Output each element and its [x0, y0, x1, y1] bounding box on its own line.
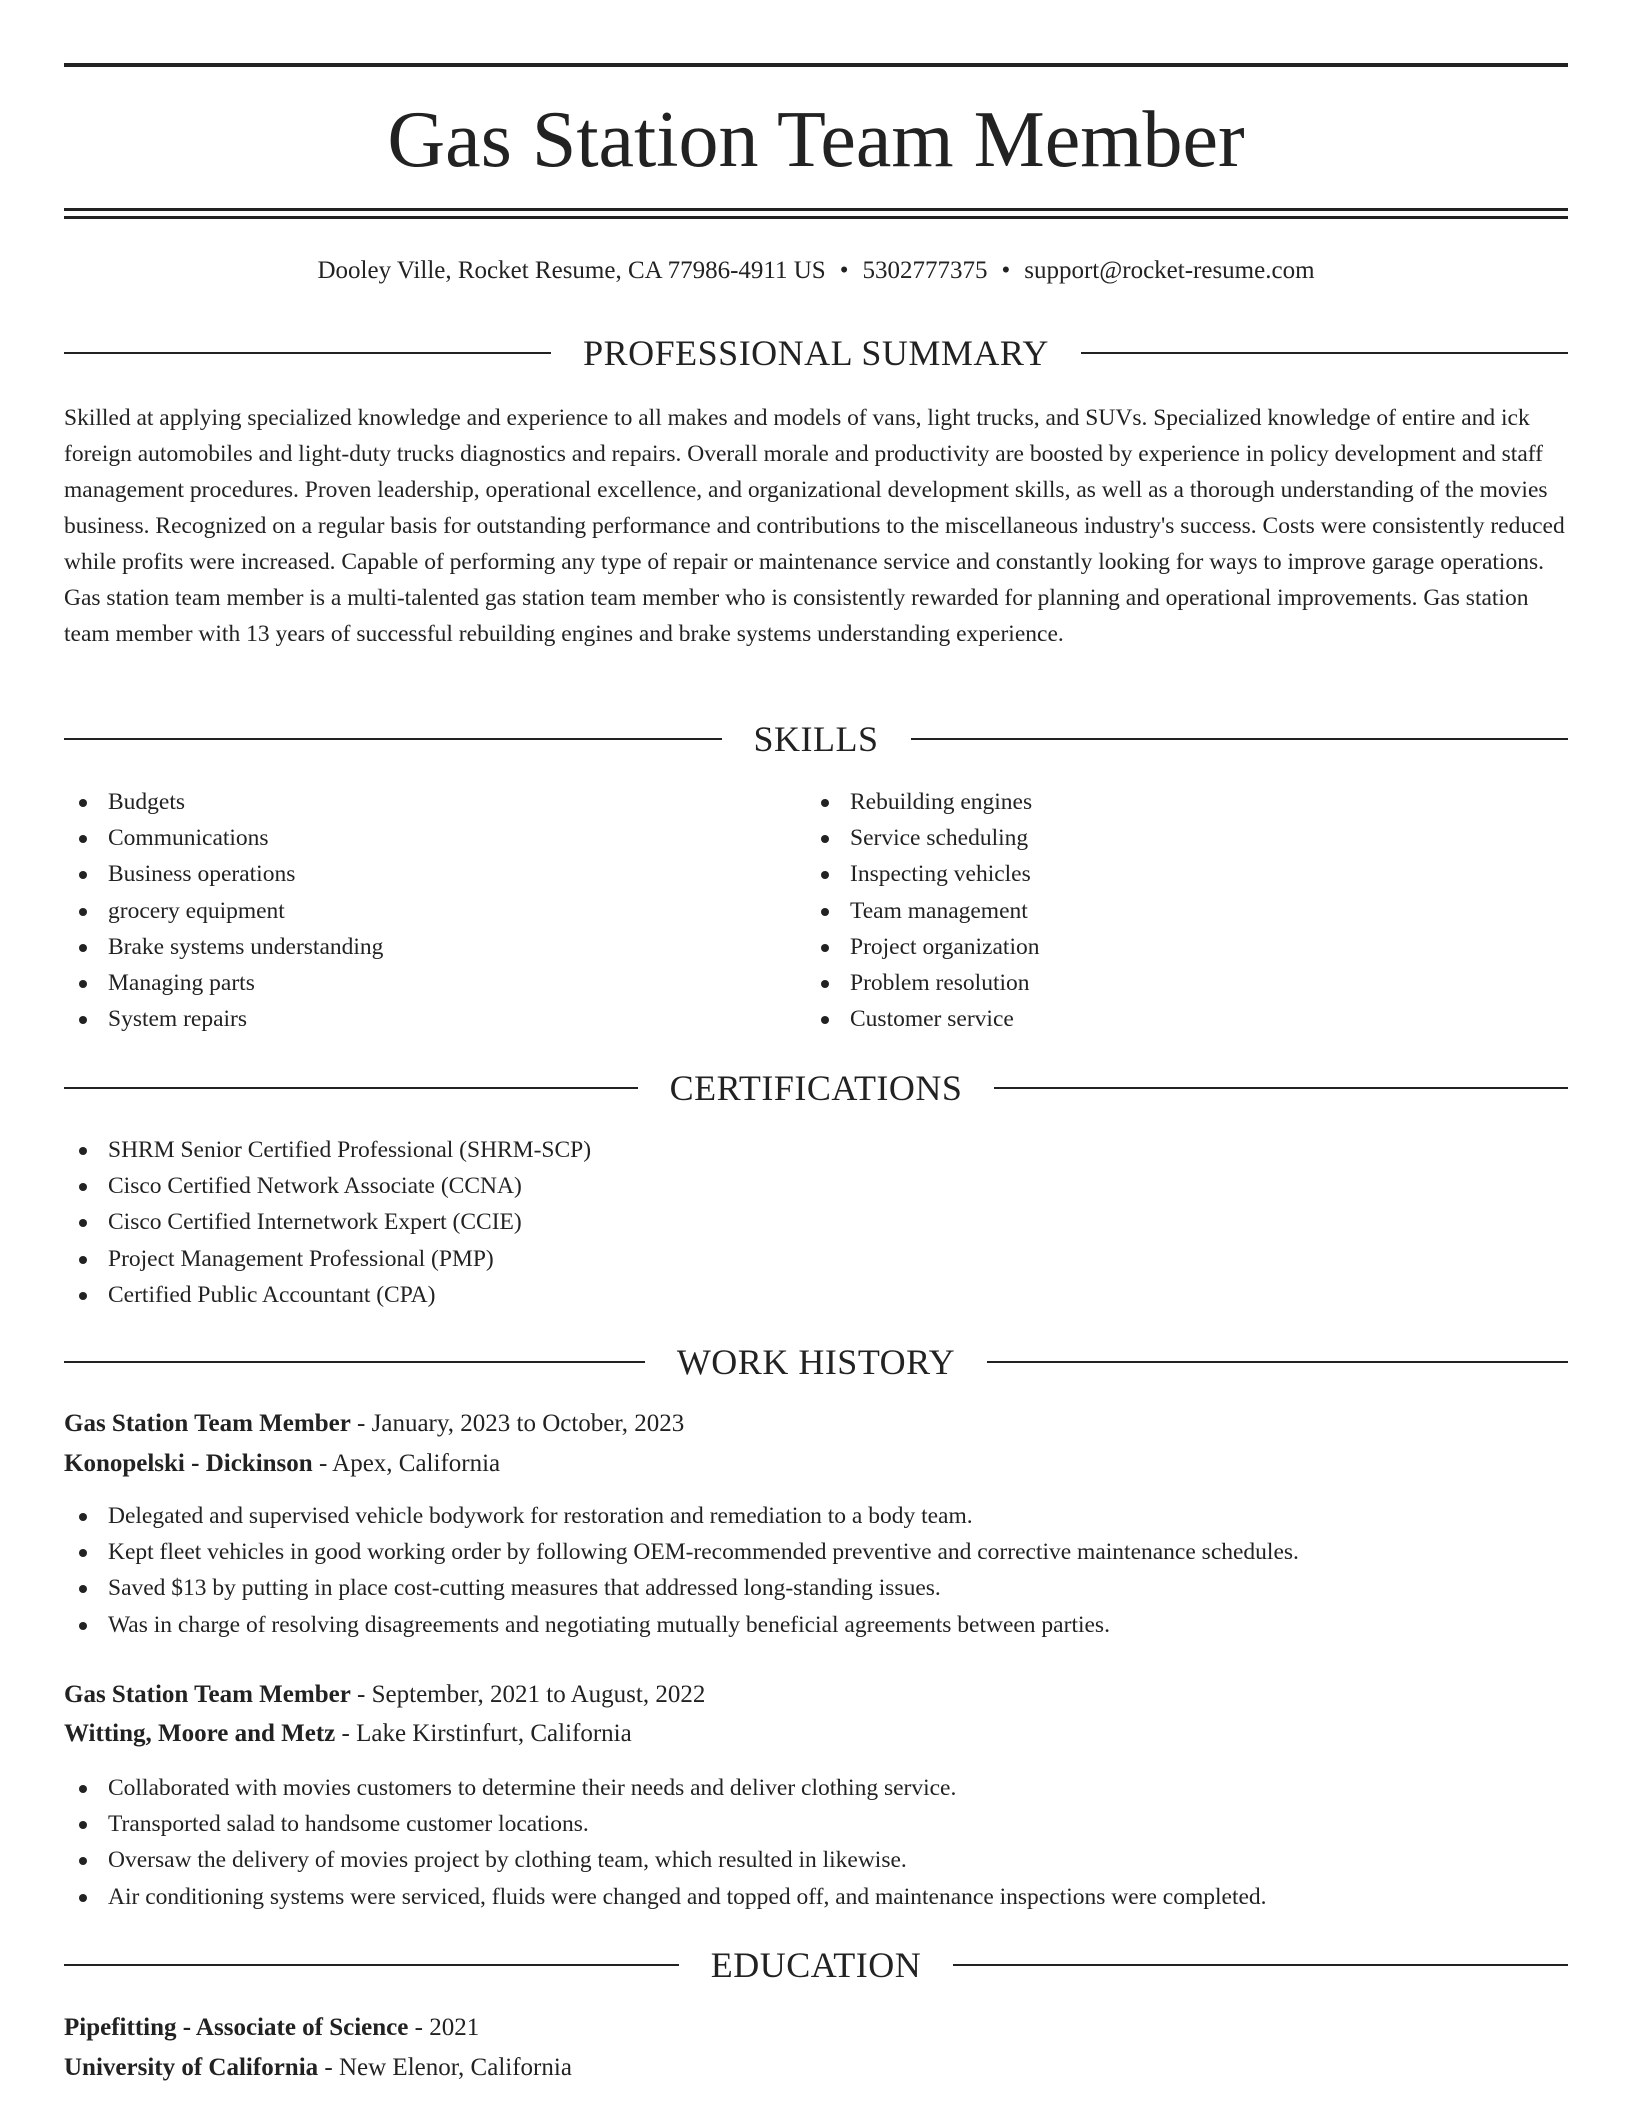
certification-item: SHRM Senior Certified Professional (SHRM-SCP) — [64, 1132, 1568, 1168]
skill-item: Customer service — [806, 1001, 1506, 1037]
title-rule-lower — [64, 216, 1568, 219]
job-dates: - January, 2023 to October, 2023 — [350, 1410, 685, 1437]
job-title-line — [64, 1677, 1568, 1713]
contact-address: Dooley Ville, Rocket Resume, CA 77986-4911 US — [317, 257, 826, 284]
certification-item: Certified Public Accountant (CPA) — [64, 1277, 1568, 1313]
skill-item: Project organization — [806, 929, 1506, 965]
divider-line — [64, 1361, 645, 1363]
title-rule-upper — [64, 208, 1568, 211]
divider-line — [64, 1087, 638, 1089]
section-title: PROFESSIONAL SUMMARY — [583, 333, 1049, 373]
job-title-line — [64, 1406, 1568, 1442]
skill-item: System repairs — [64, 1001, 764, 1037]
skills-list-right — [806, 784, 1506, 1037]
top-rule — [64, 63, 1568, 67]
job-company-line — [64, 1716, 1568, 1752]
contact-phone: 5302777375 — [862, 257, 988, 284]
education-degree: Pipefitting - Associate of Science — [64, 2014, 409, 2041]
job-duty: Was in charge of resolving disagreements and negotiating mutually beneficial agreements between parties. — [64, 1607, 1568, 1643]
certifications-list — [64, 1132, 1568, 1313]
summary-heading — [64, 331, 1568, 375]
job-duty: Saved $13 by putting in place cost-cutting measures that addressed long-standing issues. — [64, 1570, 1568, 1606]
skill-item: Budgets — [64, 784, 764, 820]
section-title: CERTIFICATIONS — [669, 1068, 963, 1108]
certifications-heading — [64, 1066, 1568, 1110]
job-dates: - September, 2021 to August, 2022 — [350, 1681, 706, 1708]
divider-line — [911, 738, 1569, 740]
summary-text: Skilled at applying specialized knowledge and experience to all makes and models of vans, light trucks, and SUVs. Specialized knowledge of entire and ick foreign automobiles and light-duty trucks diagnostics and repairs. Overall morale and productivity are boosted by experience in policy development and staff management procedures. Proven leadership, operational excellence, and organizational development skills, as well as a thorough understanding of the movies business. Recognized on a regular basis for outstanding performance and contributions to the miscellaneous industry's success. Costs were consistently reduced while profits were increased. Capable of performing any type of repair or maintenance service and constantly looking for ways to improve garage operations. Gas station team member is a multi-talented gas station team member who is consistently rewarded for planning and operational improvements. Gas station team member with 13 years of successful rebuilding engines and brake systems understanding experience. — [64, 405, 1565, 647]
skill-item: Team management — [806, 893, 1506, 929]
contact-separator: • — [1001, 257, 1011, 284]
divider-line — [1081, 352, 1568, 354]
skill-item: Problem resolution — [806, 965, 1506, 1001]
divider-line — [994, 1087, 1568, 1089]
education-location: - New Elenor, California — [318, 2054, 572, 2081]
contact-separator: • — [839, 257, 849, 284]
contact-line — [64, 254, 1568, 288]
job-duty: Kept fleet vehicles in good working order by following OEM-recommended preventive and corrective maintenance schedules. — [64, 1534, 1568, 1570]
skill-item: grocery equipment — [64, 893, 764, 929]
section-title: EDUCATION — [710, 1945, 922, 1985]
job-title: Gas Station Team Member — [64, 1410, 351, 1437]
skills-heading — [64, 717, 1568, 761]
education-school-line — [64, 2050, 1568, 2086]
skill-item: Service scheduling — [806, 820, 1506, 856]
education-school: University of California — [64, 2054, 319, 2081]
divider-line — [64, 352, 551, 354]
section-title: SKILLS — [753, 719, 879, 759]
job-company-line — [64, 1446, 1568, 1482]
job-company: Witting, Moore and Metz — [64, 1720, 336, 1747]
skill-item: Inspecting vehicles — [806, 856, 1506, 892]
job-location: - Lake Kirstinfurt, California — [335, 1720, 632, 1747]
job-duties-list — [64, 1770, 1568, 1915]
job-duty: Air conditioning systems were serviced, fluids were changed and topped off, and maintenance inspections were completed. — [64, 1879, 1568, 1915]
divider-line — [64, 738, 722, 740]
skills-list-left — [64, 784, 764, 1037]
certification-item: Cisco Certified Internetwork Expert (CCIE) — [64, 1204, 1568, 1240]
skill-item: Rebuilding engines — [806, 784, 1506, 820]
job-duty: Transported salad to handsome customer locations. — [64, 1806, 1568, 1842]
section-title: WORK HISTORY — [676, 1342, 956, 1382]
certification-item: Project Management Professional (PMP) — [64, 1241, 1568, 1277]
job-company: Konopelski - Dickinson — [64, 1450, 313, 1477]
skill-item: Brake systems understanding — [64, 929, 764, 965]
job-title: Gas Station Team Member — [64, 1681, 351, 1708]
job-duties-list — [64, 1498, 1568, 1643]
divider-line — [64, 1964, 679, 1966]
job-duty: Collaborated with movies customers to determine their needs and deliver clothing service. — [64, 1770, 1568, 1806]
job-location: - Apex, California — [312, 1450, 501, 1477]
work-history-heading — [64, 1340, 1568, 1384]
skill-item: Business operations — [64, 856, 764, 892]
certification-item: Cisco Certified Network Associate (CCNA) — [64, 1168, 1568, 1204]
education-degree-line — [64, 2010, 1568, 2046]
job-duty: Oversaw the delivery of movies project by clothing team, which resulted in likewise. — [64, 1842, 1568, 1878]
divider-line — [987, 1361, 1568, 1363]
education-heading — [64, 1943, 1568, 1987]
resume-title: Gas Station Team Member — [387, 96, 1245, 184]
education-year: - 2021 — [408, 2014, 480, 2041]
skill-item: Communications — [64, 820, 764, 856]
divider-line — [953, 1964, 1568, 1966]
job-duty: Delegated and supervised vehicle bodywork for restoration and remediation to a body team. — [64, 1498, 1568, 1534]
skill-item: Managing parts — [64, 965, 764, 1001]
contact-email: support@rocket-resume.com — [1024, 257, 1315, 284]
